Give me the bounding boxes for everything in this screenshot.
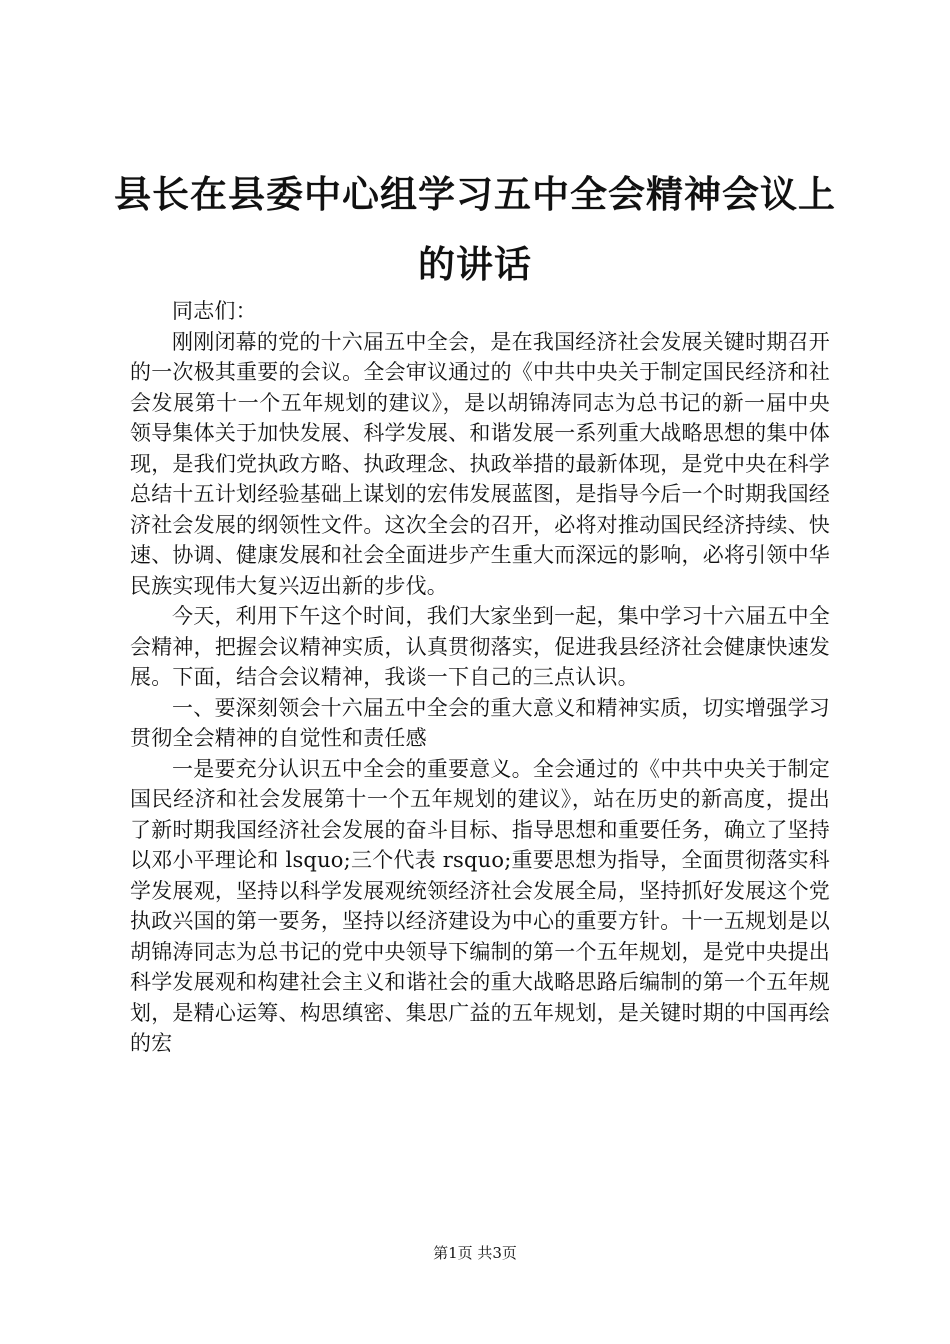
document-title: 县长在县委中心组学习五中全会精神会议上的讲话 [114, 173, 836, 286]
page-footer: 第1页 共3页 [433, 1244, 517, 1262]
body-paragraph: 一是要充分认识五中全会的重要意义。全会通过的《中共中央关于制定国民经济和社会发展第十一个五年规划的建议》，站在历史的新高度，提出了新时期我国经济社会发展的奋斗目标、指导思想和重要任务，确立了坚持以邓小平理论和 lsquo;三个代表 rsquo;重要思想为指导，全面贯彻落实科学发展观，坚持以科学发展观统领经济社会发展全局，坚持抓好发展这个党执政兴国的第一要务，坚持以经济建设为中心的重要方针。十一五规划是以胡锦涛同志为总书记的党中央领导下编制的第一个五年规划，是党中央提出科学发展观和构建社会主义和谐社会的重大战略思路后编制的第一个五年规划，是精心运筹、构思缜密、集思广益的五年规划，是关键时期的中国再绘的宏 [130, 756, 830, 1055]
section-heading: 一、要深刻领会十六届五中全会的重大意义和精神实质，切实增强学习贯彻全会精神的自觉性和责任感 [130, 695, 830, 750]
body-paragraph: 刚刚闭幕的党的十六届五中全会，是在我国经济社会发展关键时期召开的一次极其重要的会议。全会审议通过的《中共中央关于制定国民经济和社会发展第十一个五年规划的建议》，是以胡锦涛同志为总书记的新一届中央领导集体关于加快发展、科学发展、和谐发展一系列重大战略思想的集中体现，是我们党执政方略、执政理念、执政举措的最新体现，是党中央在科学总结十五计划经验基础上谋划的宏伟发展蓝图，是指导今后一个时期我国经济社会发展的纲领性文件。这次全会的召开，必将对推动国民经济持续、快速、协调、健康发展和社会全面进步产生重大而深远的影响，必将引领中华民族实现伟大复兴迈出新的步伐。 [130, 329, 830, 598]
salutation-paragraph: 同志们： [172, 299, 257, 323]
body-paragraph: 今天，利用下午这个时间，我们大家坐到一起，集中学习十六届五中全会精神，把握会议精神实质，认真贯彻落实，促进我县经济社会健康快速发展。下面，结合会议精神，我谈一下自己的三点认识。 [130, 604, 830, 689]
document-body [130, 296, 830, 1059]
